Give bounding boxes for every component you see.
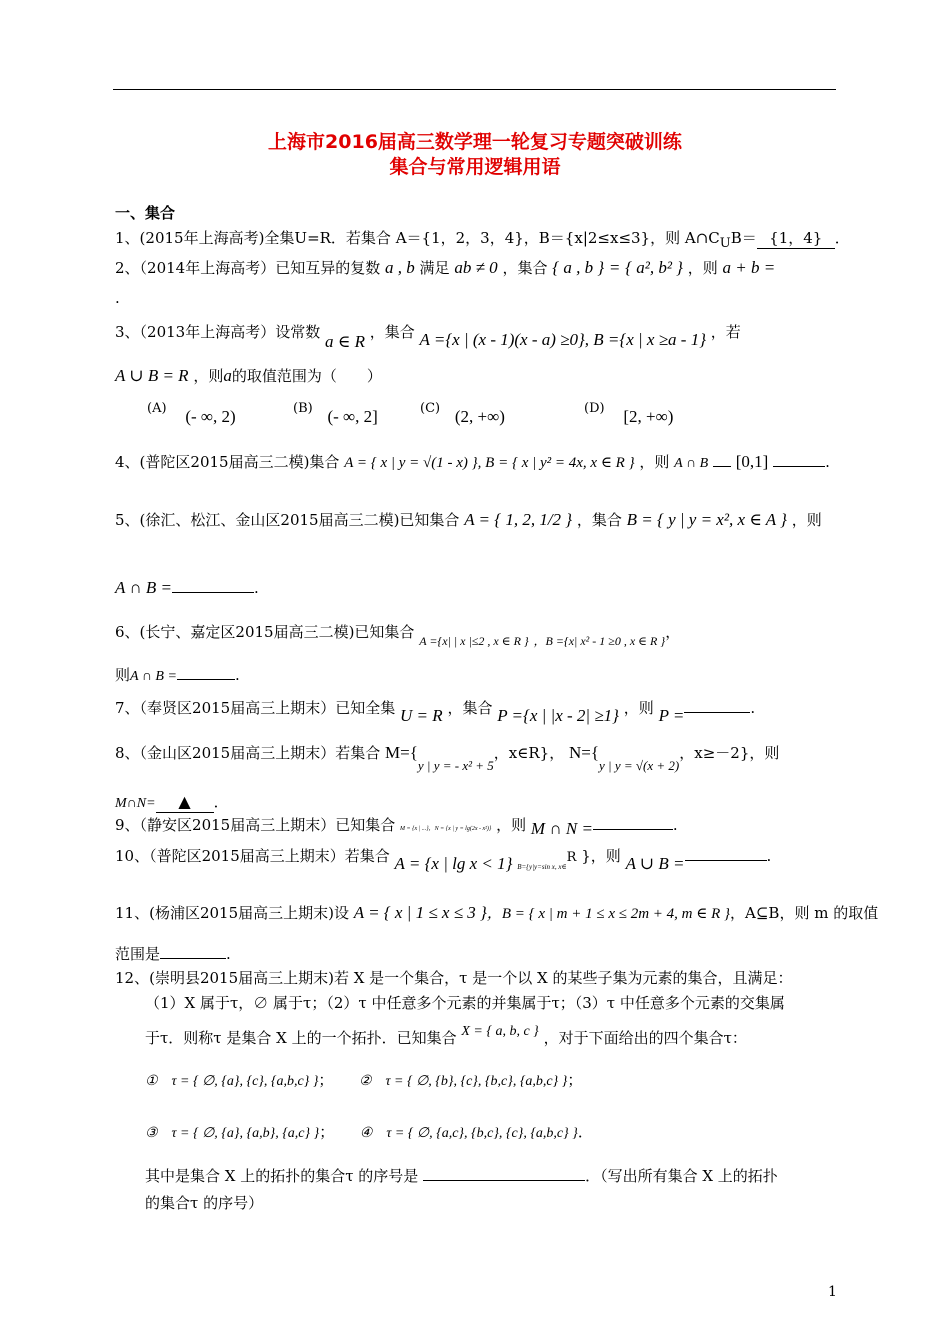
- question-6-cont: 则A ∩ B = .: [115, 666, 240, 684]
- question-12-line2: （1）X 属于τ，∅ 属于τ；（2）τ 中任意多个元素的并集属于τ；（3）τ 中任意多个元素的交集属: [145, 994, 785, 1012]
- question-5: 5、(徐汇、松江、金山区2015届高三二模)已知集合 A = { 1, 2, 1/2 } ，集合 B = { y | y = x², x ∈ A } ，则: [115, 510, 822, 529]
- doc-subtitle: 集合与常用逻辑用语: [389, 156, 561, 178]
- question-12-line3: 于τ．则称τ 是集合 X 上的一个拓扑．已知集合 X = { a, b, c } ，对于下面给出的四个集合τ：: [145, 1024, 747, 1047]
- answer-blank: {1，4}: [757, 228, 835, 249]
- question-1: 1、(2015年上海高考)全集U=R．若集合 A＝{1，2，3，4}，B＝{x|2≤x≤3}，则 $A\cap C_UB= \{1$，4} ．: [115, 229, 850, 251]
- answer-blank: ▲: [156, 792, 214, 813]
- page-number: 1: [828, 1284, 837, 1300]
- question-12: 12、(崇明县2015届高三上期末)若 X 是一个集合，τ 是一个以 X 的某些子集为元素的集合，且满足：: [115, 969, 793, 987]
- question-3: 3、（2013年上海高考）设常数 a ∈ R ，集合 A ={x | (x - 1)(x - a) ≥0}, B ={x | x ≥a - 1} ，若: [115, 323, 741, 351]
- question-12-options-2: ③ τ = { ∅, {a}, {a,b}, {a,c} }； ④ τ = { ∅, {a,c}, {b,c}, {c}, {a,b,c} }．: [145, 1123, 593, 1141]
- question-3-cont: A ∪ B = R ，则a的取值范围为（ ）: [115, 366, 382, 385]
- option-c: (C) (2, +∞): [420, 401, 505, 426]
- question-9: 9、（静安区2015届高三上期末）已知集合 M = {x | ...}，N = {x | y = lg(2x - x²)} ，则 M ∩ N = .: [115, 816, 678, 838]
- doc-title: 上海市2016届高三数学理一轮复习专题突破训练: [268, 131, 682, 153]
- question-11-cont: 范围是 .: [115, 945, 231, 963]
- question-2: 2、（2014年上海高考）已知互异的复数 a , b 满足 ab ≠ 0 ，集合 { a , b } = { a², b² } ，则 a + b =: [115, 258, 776, 277]
- question-12-line5: 的集合τ 的序号）: [145, 1194, 264, 1212]
- option-a: (A) (- ∞, 2): [147, 401, 236, 426]
- question-2-dot: .: [115, 289, 120, 307]
- question-5-cont: A ∩ B = .: [115, 578, 259, 597]
- section-heading: 一、集合: [115, 204, 176, 222]
- question-8-cont: M∩N= ▲ ．: [115, 792, 229, 811]
- question-4: 4、(普陀区2015届高三二模)集合 A = { x | y = √(1 - x) }, B = { x | y² = 4x, x ∈ R } ，则 A ∩ B [0,1] .: [115, 452, 830, 471]
- header-rule: [113, 89, 836, 90]
- question-6: 6、(长宁、嘉定区2015届高三二模)已知集合 $_{A =\{x| | x |\le 2 , x \in R \}}$ $_{,B =\{x| x^2 - 1 \ge 0 , x \in R \}}$，: [115, 623, 681, 648]
- question-7: 7、（奉贤区2015届高三上期末）已知全集 U = R ，集合 P ={x | |x - 2| ≥1} ，则 P = .: [115, 699, 756, 725]
- question-11: 11、(杨浦区2015届高三上期末)设 A = { x | 1 ≤ x ≤ 3 }，B = { x | m + 1 ≤ x ≤ 2m + 4, m ∈ R }，A⊆B，则 m 的取值: [115, 903, 879, 922]
- question-8: 8、（金山区2015届高三上期末）若集合 M={y | y = - x² + 5，x∈R}， N={y | y = √(x + 2)，x≥－2}，则: [115, 743, 780, 773]
- question-12-line4: 其中是集合 X 上的拓扑的集合τ 的序号是 ．（写出所有集合 X 上的拓扑: [145, 1167, 778, 1185]
- option-d: (D) [2, +∞): [584, 401, 674, 426]
- option-b: (B) (- ∞, 2]: [293, 401, 378, 426]
- question-12-options-1: ① τ = { ∅, {a}, {c}, {a,b,c} }； ② τ = { ∅, {b}, {c}, {b,c}, {a,b,c} }；: [145, 1071, 583, 1089]
- question-10: 10、（普陀区2015届高三上期末）若集合 A = {x | lg x < 1} $_{B=\{y|y=sin x, x\in}$R }，则 A ∪ B = .: [115, 847, 772, 873]
